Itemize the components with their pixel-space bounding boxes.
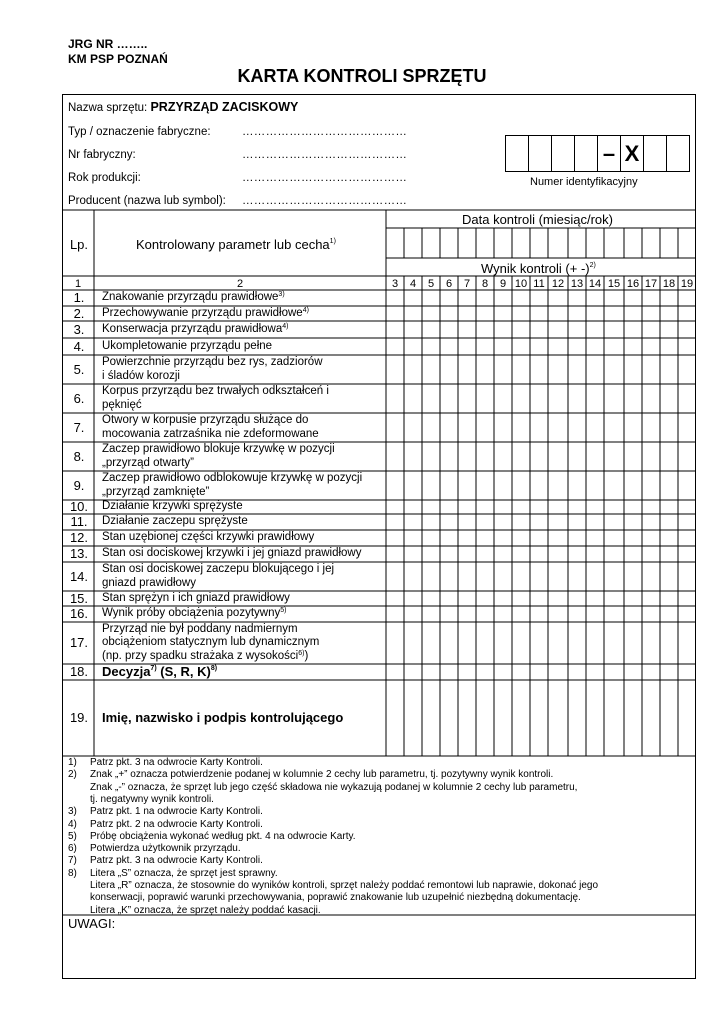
field-producer-label: Producent (nazwa lub symbol): — [68, 195, 226, 207]
row-label — [102, 592, 290, 606]
row-number: 12. — [69, 530, 89, 545]
column-number: 17 — [644, 278, 658, 290]
column-number: 12 — [551, 278, 565, 290]
column-number: 8 — [481, 278, 489, 290]
footnote-text: Patrz pkt. 3 na odwrocie Karty Kontroli. — [90, 855, 263, 867]
column-number: 1 — [74, 278, 82, 290]
column-number: 6 — [445, 278, 453, 290]
row-label-text: „przyrząd otwarty” — [102, 456, 195, 469]
col-param-sup: 1) — [329, 238, 336, 245]
footnote-text: Litera „K” oznacza, że sprzęt należy poddać kasacji. — [90, 904, 321, 916]
row-number: 13. — [69, 546, 89, 561]
row-label-text: Stan sprężyn i ich gniazd prawidłowy — [102, 591, 290, 604]
row-label — [102, 607, 286, 621]
row-label — [102, 385, 329, 399]
column-number: 10 — [514, 278, 528, 290]
remarks-label: UWAGI: — [68, 916, 116, 931]
footnote-number: 2) — [68, 769, 77, 781]
row-number: 10. — [69, 499, 89, 514]
row-label — [102, 636, 319, 650]
col-lp-header: Lp. — [69, 237, 89, 252]
column-number: 18 — [662, 278, 676, 290]
row-label-text: Konserwacja przyrządu prawidłowa — [102, 322, 283, 335]
row-label-text: i śladów korozji — [102, 369, 180, 382]
row-label-text: Zaczep prawidłowo blokuje krzywkę w pozycji — [102, 443, 335, 455]
row-number: 19. — [69, 710, 89, 725]
row-label-tail: ) — [304, 649, 309, 662]
column-number: 9 — [499, 278, 507, 290]
date-header: Data kontroli (miesiąc/rok) — [462, 212, 613, 227]
row-label — [102, 650, 308, 664]
field-type-label: Typ / oznaczenie fabryczne: — [68, 126, 211, 138]
row-label-text: Stan uzębionej części krzywki prawidłowy — [102, 531, 315, 544]
row-label — [102, 340, 272, 354]
row-number: 16. — [69, 606, 89, 621]
field-year-label: Rok produkcji: — [68, 172, 141, 184]
row-label-text: pęknięć — [102, 398, 142, 411]
decision-codes: (S, R, K) — [156, 664, 211, 680]
footnote-text: Patrz pkt. 1 na odwrocie Karty Kontroli. — [90, 806, 263, 818]
equipment-name-label: Nazwa sprzętu: — [68, 102, 148, 114]
page-title: KARTA KONTROLI SPRZĘTU — [237, 66, 487, 86]
column-number: 19 — [680, 278, 694, 290]
footnote-number: 3) — [68, 806, 77, 818]
footnote-ref: 4) — [302, 306, 309, 314]
row-number: 14. — [69, 568, 89, 584]
row-label — [102, 370, 180, 384]
footnote-number: 5) — [68, 830, 77, 842]
row-label-text: Imię, nazwisko i podpis kontrolującego — [102, 710, 344, 726]
footnote-text: Patrz pkt. 3 na odwrocie Karty Kontroli. — [90, 757, 263, 768]
row-number: 11. — [70, 514, 88, 529]
column-number: 4 — [409, 278, 417, 290]
row-label-text: Stan osi dociskowej krzywki i jej gniazd prawidłowy — [102, 547, 362, 560]
row-label — [102, 356, 323, 370]
footnote-number: 1) — [68, 757, 77, 768]
id-number-label: Numer identyfikacyjny — [530, 176, 638, 188]
row-number: 8. — [73, 448, 85, 464]
footnote-ref: 7) — [150, 665, 157, 673]
column-number: 3 — [391, 278, 399, 290]
column-number: 11 — [533, 278, 545, 290]
row-number: 18. — [69, 664, 89, 679]
row-label — [102, 500, 243, 514]
row-label — [102, 531, 314, 545]
row-label-text: Znakowanie przyrządu prawidłowe — [102, 291, 279, 304]
row-label — [102, 428, 319, 442]
field-year-value[interactable]: …………………………………… — [242, 172, 408, 184]
row-number: 5. — [73, 361, 85, 377]
column-number: 13 — [570, 278, 584, 290]
row-label — [102, 443, 335, 457]
col-param-header — [136, 238, 336, 252]
row-label-text: Działanie krzywki sprężyste — [102, 500, 243, 513]
row-number: 6. — [73, 390, 85, 406]
row-label — [102, 665, 217, 679]
footnote-text: Znak „+” oznacza potwierdzenie podanej w kolumnie 2 cechy lub parametru, tj. pozytywny wynik kontroli. — [90, 769, 554, 781]
row-label — [102, 457, 194, 471]
row-label-text: Powierzchnie przyrządu bez rys, zadziorów — [102, 356, 323, 368]
row-number: 3. — [73, 321, 85, 337]
row-label — [102, 399, 142, 413]
row-label — [102, 291, 285, 305]
row-label — [102, 563, 334, 577]
row-number: 4. — [73, 338, 85, 354]
row-label-text: Ukompletowanie przyrządu pełne — [102, 339, 273, 352]
row-label-text: mocowania zatrzaśnika nie zdeformowane — [102, 427, 319, 440]
row-number: 1. — [73, 290, 85, 305]
row-label-text: Decyzja — [102, 664, 151, 680]
footnote-ref: 3) — [278, 291, 285, 299]
footnote-ref: 6) — [298, 649, 305, 657]
row-number: 2. — [73, 305, 85, 321]
row-label — [102, 323, 288, 337]
row-label-text: „przyrząd zamknięte” — [102, 485, 210, 498]
row-label-text: obciążeniom statycznym lub dynamicznym — [102, 636, 320, 649]
col-param-label: Kontrolowany parametr lub cecha — [136, 237, 330, 252]
result-header-label: Wynik kontroli (+ -) — [481, 261, 590, 276]
row-label-text: Przechowywanie przyrządu prawidłowe — [102, 306, 303, 319]
row-label-text: Zaczep prawidłowo odblokowuje krzywkę w pozycji — [102, 472, 363, 484]
row-label-text: Stan osi dociskowej zaczepu blokującego i jej — [102, 563, 335, 575]
column-number: 7 — [463, 278, 471, 290]
row-number: 15. — [69, 590, 89, 606]
footnote-text: tj. negatywny wynik kontroli. — [90, 793, 214, 805]
footnote-ref: 8) — [210, 665, 218, 673]
column-number: 15 — [607, 278, 621, 290]
field-producer-value[interactable]: …………………………………… — [242, 195, 408, 207]
row-label-text: Korpus przyrządu bez trwałych odkształceń i — [102, 385, 329, 397]
result-header — [481, 262, 596, 276]
row-label — [102, 577, 196, 591]
id-x-cell: X — [620, 135, 644, 172]
field-serial-value[interactable]: …………………………………… — [242, 149, 408, 161]
unit-name: KM PSP POZNAŃ — [68, 52, 168, 66]
footnote-ref: 5) — [280, 607, 287, 615]
row-label-text: Wynik próby obciążenia pozytywny — [102, 607, 281, 620]
row-number: 9. — [73, 477, 85, 493]
footnote-number: 8) — [68, 867, 77, 879]
footnote-text: konserwacji, poprawić warunki przechowywania, poprawić znakowanie lub uzupełnić niezbędną dokumentację. — [90, 892, 581, 904]
footnote-text: Próbę obciążenia wykonać według pkt. 4 na odwrocie Karty. — [90, 830, 356, 842]
row-label — [102, 307, 309, 321]
footnote-number: 7) — [68, 855, 77, 867]
footnote-text: Litera „R” oznacza, że stosownie do wyników kontroli, sprzęt należy poddać remontowi lub naprawie, dokonać jego — [90, 880, 599, 891]
footnote-text: Litera „S” oznacza, że sprzęt jest sprawny. — [90, 867, 278, 879]
row-number: 17. — [69, 635, 89, 650]
footnote-ref: 4) — [282, 322, 289, 330]
row-label-text: Otwory w korpusie przyrządu służące do — [102, 414, 309, 426]
result-header-sup: 2) — [589, 262, 596, 269]
footnote-number: 6) — [68, 843, 77, 855]
row-label — [102, 623, 298, 637]
equipment-name-value: PRZYRZĄD ZACISKOWY — [150, 100, 299, 114]
row-number: 7. — [73, 419, 85, 435]
footnote-text: Patrz pkt. 2 na odwrocie Karty Kontroli. — [90, 818, 263, 830]
row-label — [102, 711, 343, 725]
row-label-text: Działanie zaczepu sprężyste — [102, 515, 248, 528]
footnote-number: 4) — [68, 818, 77, 830]
footnote-text: Znak „-” oznacza, że sprzęt lub jego część składowa nie wykazują podanej w kolumnie 2 cechy lub parametru, — [90, 781, 578, 793]
id-dash-cell: – — [597, 135, 621, 172]
footnote-text: Potwierdza użytkownik przyrządu. — [90, 843, 241, 855]
row-label-text: gniazd prawidłowy — [102, 576, 196, 589]
column-number: 14 — [588, 278, 602, 290]
unit-number: JRG NR …….. — [68, 37, 148, 51]
column-number: 5 — [427, 278, 435, 290]
row-label-text: Przyrząd nie był poddany nadmiernym — [102, 622, 298, 635]
row-label — [102, 547, 362, 561]
column-number: 2 — [236, 278, 244, 290]
row-label — [102, 472, 362, 486]
row-label — [102, 486, 209, 500]
column-number: 16 — [626, 278, 640, 290]
row-label — [102, 515, 248, 529]
row-label — [102, 414, 308, 428]
field-serial-label: Nr fabryczny: — [68, 149, 136, 161]
row-label-text: (np. przy spadku strażaka z wysokości — [102, 649, 299, 662]
field-type-value[interactable]: …………………………………… — [242, 126, 408, 138]
